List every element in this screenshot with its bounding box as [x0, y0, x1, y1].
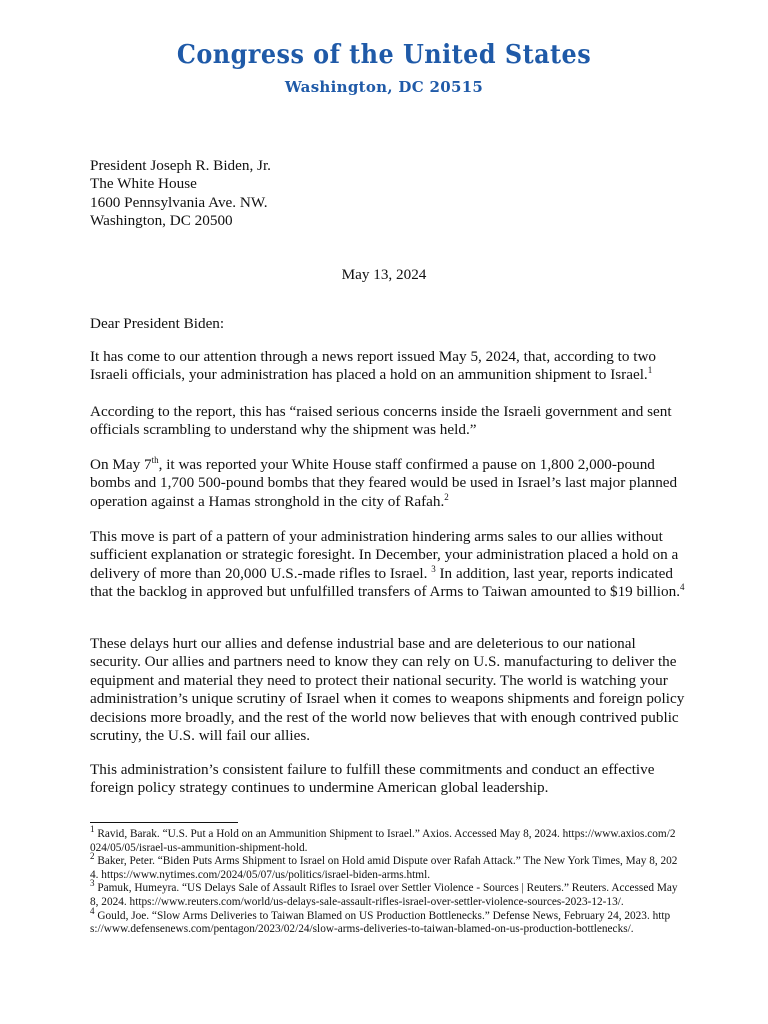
paragraph-4-text-b: In addition, last year, reports indicated that the backlog in approved but unfulfilled transfers of Arms to Taiwan amounted to $19 billion. — [90, 564, 681, 601]
footnote-3 — [90, 878, 680, 909]
footnote-text: Pamuk, Humeyra. “US Delays Sale of Assault Rifles to Israel over Settler Violence - Sources | Reuters.” Reuters. Accessed May 8, 2024. https://www.reuters.com/world/us-delays-sale-assault-rifles-israel-over-settler-violence-sources-2023-12-13/. — [90, 882, 678, 908]
ordinal-suffix: th — [151, 454, 159, 465]
recipient-name: President Joseph R. Biden, Jr. — [90, 157, 271, 174]
footnote-number: 3 — [90, 878, 95, 889]
footnote-ref-4: 4 — [680, 582, 685, 593]
footnote-2 — [90, 851, 680, 882]
footnote-text: Gould, Joe. “Slow Arms Deliveries to Taiwan Blamed on US Production Bottlenecks.” Defense News, February 24, 2023. https://www.defensenews.com/pentagon/2023/02/24/slow-arms-deliveries-to-taiwan-blamed-on-us-production-bottlenecks/. — [90, 909, 671, 936]
recipient-street: 1600 Pennsylvania Ave. NW. — [90, 193, 268, 211]
paragraph-5: These delays hurt our allies and defense industrial base and are deleterious to our national security. Our allies and partners need to know they can rely on U.S. manufacturing to deliver the equipment and material they need to protect their national security. The world is watching your administration’s unique scrutiny of Israel when it comes to weapons shipments and foreign policy decisions more broadly, and the rest of the world now believes that with enough contrived public scrutiny, the U.S. will fail our allies. — [90, 635, 685, 745]
salutation: Dear President Biden: — [90, 315, 225, 332]
paragraph-3-text-a: On May 7 — [90, 456, 152, 473]
letterhead-title: Congress of the United States — [176, 40, 592, 70]
paragraph-1 — [90, 348, 685, 385]
footnote-divider — [90, 822, 238, 823]
recipient-office: The White House — [90, 175, 197, 193]
footnote-4 — [90, 905, 680, 937]
footnote-text: Ravid, Barak. “U.S. Put a Hold on an Ammunition Shipment to Israel.” Axios. Accessed May 8, 2024. https://www.axios.com/2024/05/05/israel-us-ammunition-shipment-hold. — [90, 828, 676, 854]
recipient-city: Washington, DC 20500 — [90, 212, 233, 230]
footnote-number: 2 — [90, 851, 95, 862]
footnote-number: 1 — [90, 824, 95, 835]
recipient-address — [90, 157, 680, 231]
footnote-ref-3: 3 — [431, 563, 436, 574]
footnote-ref-1: 1 — [647, 365, 653, 376]
footnote-number: 4 — [90, 905, 95, 916]
paragraph-1-text: It has come to our attention through a news report issued May 5, 2024, that, according to two Israeli officials, your administration has placed a hold on an ammunition shipment to Israel. — [90, 348, 657, 384]
paragraph-2: According to the report, this has “raised serious concerns inside the Israeli government and sent officials scrambling to understand why the shipment was held.” — [90, 403, 672, 439]
footnote-text: Baker, Peter. “Biden Puts Arms Shipment to Israel on Hold amid Dispute over Rafah Attack.” The New York Times, May 8, 2024. https://www.nytimes.com/2024/05/07/us/politics/israel-biden-arms.html. — [90, 855, 678, 881]
footnote-ref-2: 2 — [444, 491, 449, 502]
letterhead — [0, 40, 768, 96]
letter-date: May 13, 2024 — [341, 266, 427, 283]
footnotes — [90, 824, 680, 937]
footnote-1 — [90, 824, 680, 855]
paragraph-6: This administration’s consistent failure to fulfill these commitments and conduct an effective foreign policy strategy continues to undermine American global leadership. — [90, 761, 655, 797]
paragraph-3 — [90, 456, 685, 511]
paragraph-4-text-a: This move is part of a pattern of your administration hindering arms sales to our allies without sufficient explanation or strategic foresight. In December, your administration placed a hold on a delivery of more than 20,000 U.S.-made rifles to Israel. — [90, 528, 679, 582]
paragraph-3-text-b: , it was reported your White House staff confirmed a pause on 1,800 2,000-pound bombs and 1,700 500-pound bombs that they feared would be used in Israel’s last major planned operation against a Hamas stronghold in the city of Rafah. — [90, 456, 678, 510]
letterhead-subtitle: Washington, DC 20515 — [284, 78, 484, 96]
paragraph-4 — [90, 528, 685, 602]
